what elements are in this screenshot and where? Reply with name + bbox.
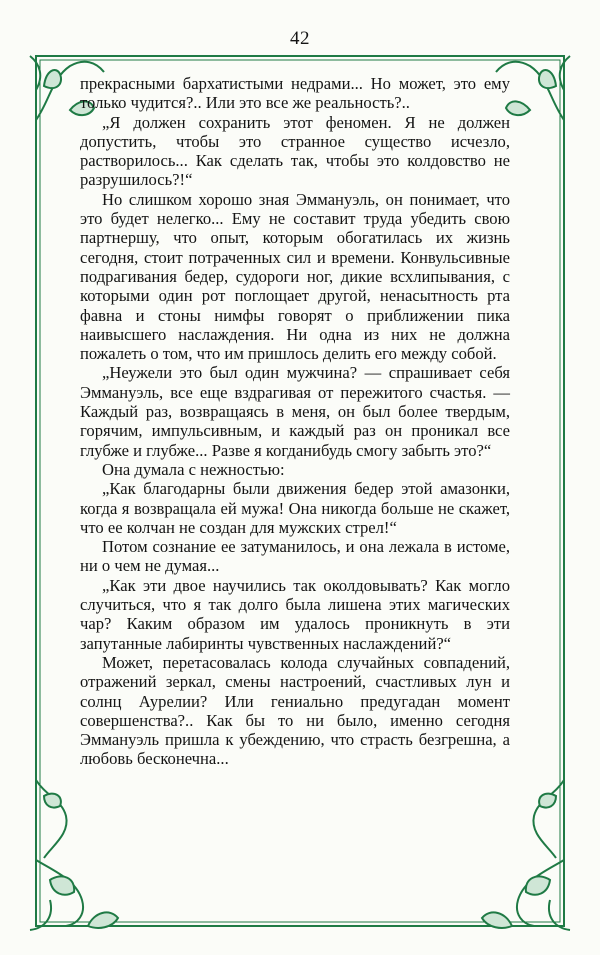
body-text xyxy=(80,74,510,769)
side-ornament-right xyxy=(533,780,564,858)
page-number: 42 xyxy=(290,28,310,49)
paragraph: Потом сознание ее затуманилось, и она лежала в истоме, ни о чем не думая... xyxy=(80,537,510,576)
paragraph: „Как благодарны были движения бедер этой амазонки, когда я возвращала ей мужа! Она никогда больше не скажет, что ее колчан не создан для мужских стрел!“ xyxy=(80,479,510,537)
paragraph: Она думала с нежностью: xyxy=(102,459,285,479)
corner-ornament-bottom-right xyxy=(482,860,570,930)
side-ornament-left xyxy=(36,780,67,858)
paragraph: прекрасными бархатистыми недрами... Но может, это ему только чудится?.. Или это все же реальность?.. xyxy=(80,74,510,113)
corner-ornament-bottom-left xyxy=(30,860,118,930)
paragraph: „Я должен сохранить этот феномен. Я не должен допустить, чтобы это странное существо исчезло, растворилось... Как сделать так, чтобы это колдовство не разрушилось?!“ xyxy=(80,112,510,190)
paragraph: „Как эти двое научились так околдовывать? Как могло случиться, что я так долго была лишена этих магических чар? Каким образом им удалось проникнуть в эти запутанные лабиринты чувственных наслаждений?“ xyxy=(80,575,510,653)
paragraph: Может, перетасовалась колода случайных совпадений, отражений зеркал, смены настроений, счастливых лун и солнц Аурелии? Или гениально предугадан момент совершенства?.. Как бы то ни было, именно сегодня Эммануэль пришла к убеждению, что страсть безгрешна, а любовь бесконечна... xyxy=(80,652,510,769)
paragraph: „Неужели это был один мужчина? — спрашивает себя Эммануэль, все еще вздрагивая от пережитого счастья. — Каждый раз, возвращаясь в меня, он был более твердым, горячим, импульсивным, и каждый раз он проникал все глубже и глубже... Разве я когданибудь смогу забыть это?“ xyxy=(80,363,510,460)
paragraph: Но слишком хорошо зная Эммануэль, он понимает, что это будет нелегко... Ему не составит труда убедить свою партнершу, что опыт, которым обогатилась их жизнь сегодня, стоит потраченных сил и времени. Конвульсивные подрагивания бедер, судороги ног, дикие всхлипывания, с которыми один рот поглощает другой, ненасытность рта фавна и стоны нимфы говорят о приближении пика наивысшего наслаждения. Ни одна из них не должна пожалеть о том, что им пришлось делить его между собой. xyxy=(80,189,510,364)
